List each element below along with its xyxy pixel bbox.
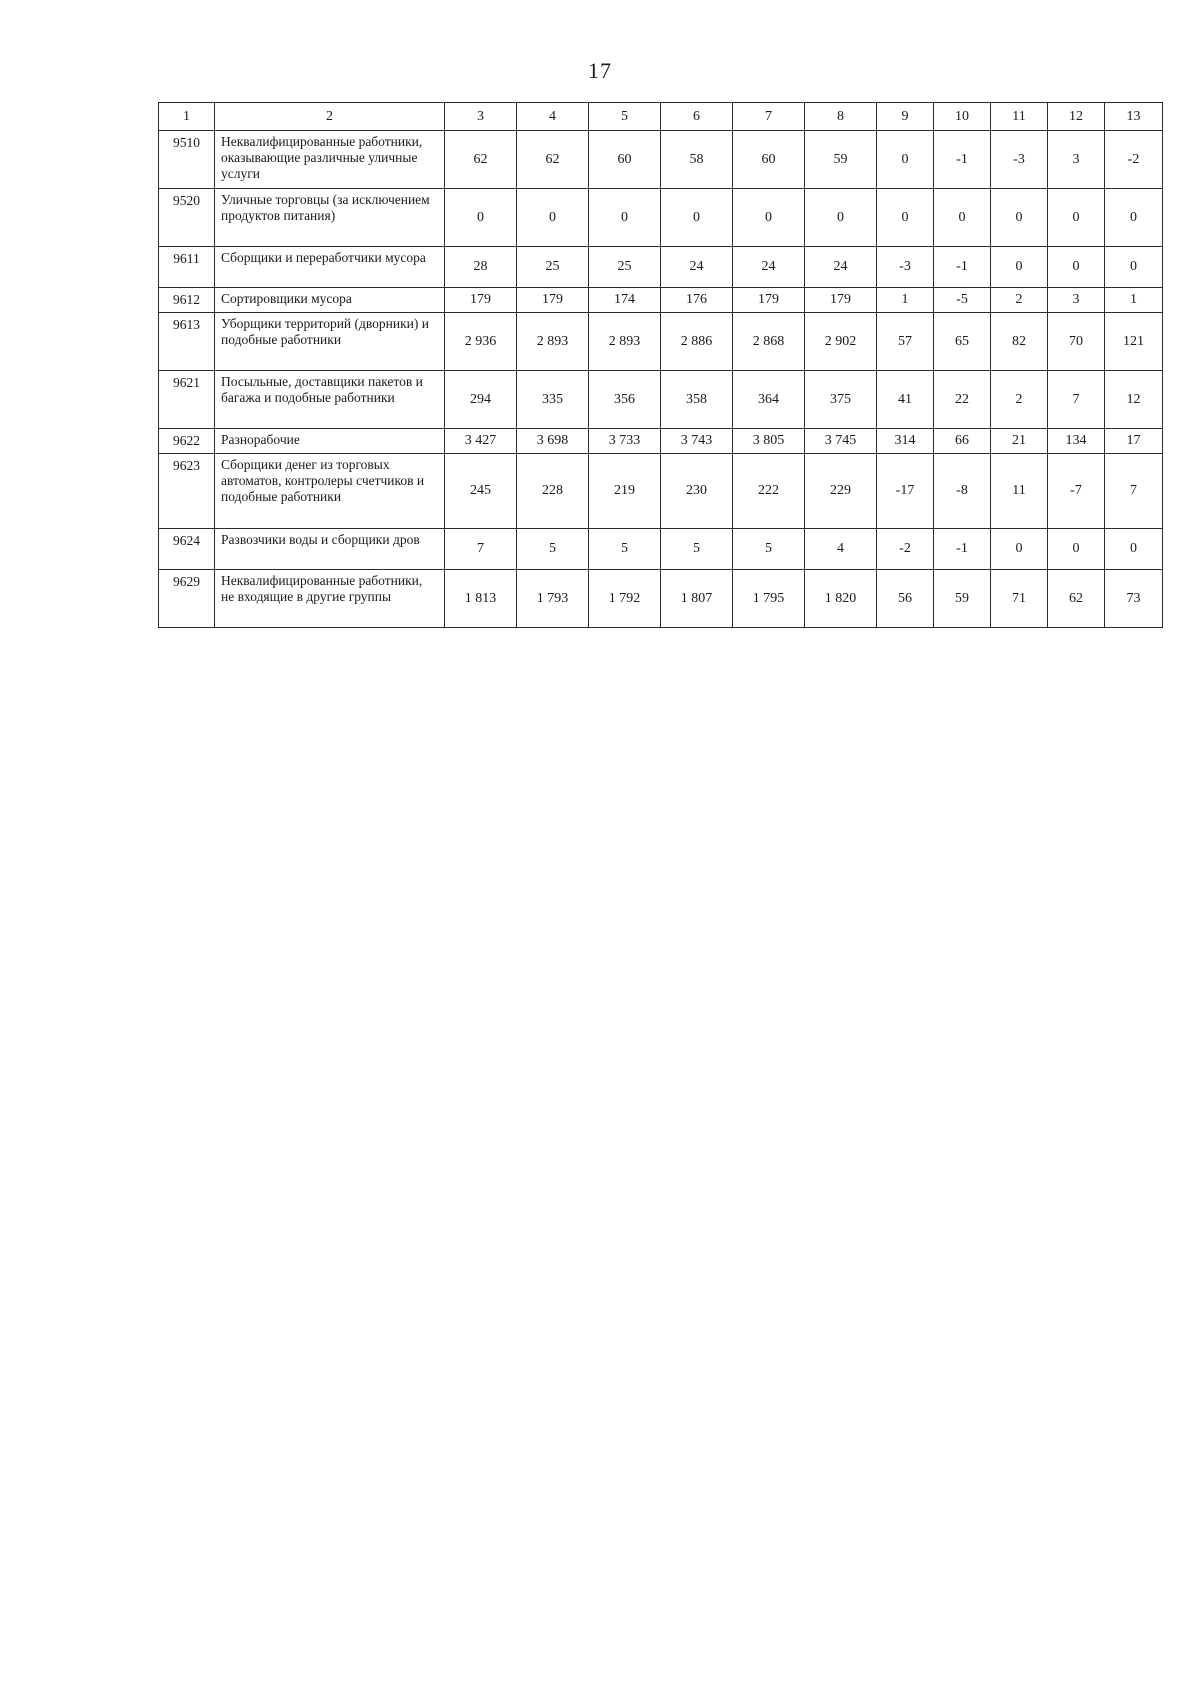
value-cell-col-13: 17 — [1105, 429, 1163, 454]
value-cell-col-4: 228 — [517, 454, 589, 529]
value-cell-col-7: 0 — [733, 189, 805, 247]
value-cell-col-11: 0 — [991, 247, 1048, 288]
value-cell-col-11: 2 — [991, 371, 1048, 429]
value-cell-col-7: 3 805 — [733, 429, 805, 454]
column-header-5: 5 — [589, 103, 661, 131]
value-cell-col-3: 0 — [445, 189, 517, 247]
table-row — [159, 570, 1163, 628]
value-cell-col-7: 364 — [733, 371, 805, 429]
occupation-name-cell: Уборщики территорий (дворники) и подобные работники — [215, 313, 445, 371]
value-cell-col-5: 25 — [589, 247, 661, 288]
occupation-table — [158, 102, 1163, 628]
value-cell-col-11: 11 — [991, 454, 1048, 529]
table-row — [159, 313, 1163, 371]
value-cell-col-5: 2 893 — [589, 313, 661, 371]
value-cell-col-10: 59 — [934, 570, 991, 628]
table-row — [159, 189, 1163, 247]
occupation-table-container — [158, 102, 1163, 628]
value-cell-col-12: 3 — [1048, 131, 1105, 189]
value-cell-col-11: 21 — [991, 429, 1048, 454]
value-cell-col-5: 5 — [589, 529, 661, 570]
value-cell-col-13: 0 — [1105, 529, 1163, 570]
value-cell-col-4: 5 — [517, 529, 589, 570]
column-header-4: 4 — [517, 103, 589, 131]
value-cell-col-3: 294 — [445, 371, 517, 429]
value-cell-col-7: 222 — [733, 454, 805, 529]
value-cell-col-8: 0 — [805, 189, 877, 247]
value-cell-col-13: 1 — [1105, 288, 1163, 313]
column-header-2: 2 — [215, 103, 445, 131]
value-cell-col-9: 1 — [877, 288, 934, 313]
value-cell-col-3: 3 427 — [445, 429, 517, 454]
value-cell-col-6: 5 — [661, 529, 733, 570]
occupation-code-cell: 9510 — [159, 131, 215, 189]
value-cell-col-6: 24 — [661, 247, 733, 288]
table-header — [159, 103, 1163, 131]
value-cell-col-12: 3 — [1048, 288, 1105, 313]
column-header-8: 8 — [805, 103, 877, 131]
occupation-name-cell: Разнорабочие — [215, 429, 445, 454]
value-cell-col-6: 358 — [661, 371, 733, 429]
value-cell-col-8: 229 — [805, 454, 877, 529]
occupation-name-cell: Развозчики воды и сборщики дров — [215, 529, 445, 570]
value-cell-col-5: 0 — [589, 189, 661, 247]
value-cell-col-5: 356 — [589, 371, 661, 429]
value-cell-col-5: 174 — [589, 288, 661, 313]
value-cell-col-13: -2 — [1105, 131, 1163, 189]
value-cell-col-5: 1 792 — [589, 570, 661, 628]
value-cell-col-13: 0 — [1105, 189, 1163, 247]
value-cell-col-11: 71 — [991, 570, 1048, 628]
value-cell-col-7: 179 — [733, 288, 805, 313]
value-cell-col-12: 0 — [1048, 247, 1105, 288]
column-header-13: 13 — [1105, 103, 1163, 131]
value-cell-col-11: -3 — [991, 131, 1048, 189]
column-header-9: 9 — [877, 103, 934, 131]
value-cell-col-10: -8 — [934, 454, 991, 529]
value-cell-col-10: -1 — [934, 529, 991, 570]
value-cell-col-12: 70 — [1048, 313, 1105, 371]
value-cell-col-4: 25 — [517, 247, 589, 288]
occupation-code-cell: 9621 — [159, 371, 215, 429]
value-cell-col-8: 59 — [805, 131, 877, 189]
value-cell-col-3: 7 — [445, 529, 517, 570]
occupation-name-cell: Сортировщики мусора — [215, 288, 445, 313]
column-header-12: 12 — [1048, 103, 1105, 131]
value-cell-col-9: -3 — [877, 247, 934, 288]
value-cell-col-7: 60 — [733, 131, 805, 189]
table-row — [159, 529, 1163, 570]
value-cell-col-11: 0 — [991, 529, 1048, 570]
value-cell-col-12: 62 — [1048, 570, 1105, 628]
value-cell-col-12: 0 — [1048, 189, 1105, 247]
value-cell-col-3: 1 813 — [445, 570, 517, 628]
occupation-code-cell: 9629 — [159, 570, 215, 628]
value-cell-col-10: -1 — [934, 131, 991, 189]
value-cell-col-4: 335 — [517, 371, 589, 429]
occupation-name-cell: Сборщики и переработчики мусора — [215, 247, 445, 288]
header-row — [159, 103, 1163, 131]
value-cell-col-7: 2 868 — [733, 313, 805, 371]
value-cell-col-8: 3 745 — [805, 429, 877, 454]
value-cell-col-6: 58 — [661, 131, 733, 189]
value-cell-col-8: 1 820 — [805, 570, 877, 628]
table-row — [159, 247, 1163, 288]
value-cell-col-12: 0 — [1048, 529, 1105, 570]
value-cell-col-4: 0 — [517, 189, 589, 247]
value-cell-col-6: 0 — [661, 189, 733, 247]
value-cell-col-3: 2 936 — [445, 313, 517, 371]
value-cell-col-9: 56 — [877, 570, 934, 628]
value-cell-col-5: 219 — [589, 454, 661, 529]
column-header-11: 11 — [991, 103, 1048, 131]
occupation-name-cell: Сборщики денег из торговых автоматов, контролеры счетчиков и подобные работники — [215, 454, 445, 529]
value-cell-col-13: 12 — [1105, 371, 1163, 429]
value-cell-col-8: 179 — [805, 288, 877, 313]
table-row — [159, 288, 1163, 313]
occupation-code-cell: 9624 — [159, 529, 215, 570]
value-cell-col-7: 24 — [733, 247, 805, 288]
occupation-code-cell: 9622 — [159, 429, 215, 454]
value-cell-col-12: 134 — [1048, 429, 1105, 454]
value-cell-col-7: 1 795 — [733, 570, 805, 628]
value-cell-col-9: 57 — [877, 313, 934, 371]
table-row — [159, 131, 1163, 189]
table-row — [159, 454, 1163, 529]
value-cell-col-11: 0 — [991, 189, 1048, 247]
occupation-code-cell: 9520 — [159, 189, 215, 247]
occupation-name-cell: Неквалифицированные работники, не входящие в другие группы — [215, 570, 445, 628]
table-row — [159, 429, 1163, 454]
occupation-name-cell: Неквалифицированные работники, оказывающие различные уличные услуги — [215, 131, 445, 189]
value-cell-col-10: 65 — [934, 313, 991, 371]
value-cell-col-6: 176 — [661, 288, 733, 313]
value-cell-col-9: -17 — [877, 454, 934, 529]
value-cell-col-5: 60 — [589, 131, 661, 189]
value-cell-col-10: 66 — [934, 429, 991, 454]
value-cell-col-10: -5 — [934, 288, 991, 313]
value-cell-col-11: 82 — [991, 313, 1048, 371]
column-header-6: 6 — [661, 103, 733, 131]
table-body — [159, 131, 1163, 628]
value-cell-col-9: -2 — [877, 529, 934, 570]
occupation-code-cell: 9613 — [159, 313, 215, 371]
value-cell-col-9: 41 — [877, 371, 934, 429]
occupation-code-cell: 9611 — [159, 247, 215, 288]
value-cell-col-12: 7 — [1048, 371, 1105, 429]
column-header-1: 1 — [159, 103, 215, 131]
value-cell-col-3: 245 — [445, 454, 517, 529]
column-header-3: 3 — [445, 103, 517, 131]
value-cell-col-13: 0 — [1105, 247, 1163, 288]
value-cell-col-4: 179 — [517, 288, 589, 313]
page-number: 17 — [588, 58, 612, 83]
value-cell-col-9: 0 — [877, 131, 934, 189]
value-cell-col-6: 230 — [661, 454, 733, 529]
occupation-code-cell: 9623 — [159, 454, 215, 529]
value-cell-col-12: -7 — [1048, 454, 1105, 529]
value-cell-col-10: 22 — [934, 371, 991, 429]
value-cell-col-8: 24 — [805, 247, 877, 288]
value-cell-col-8: 375 — [805, 371, 877, 429]
value-cell-col-6: 2 886 — [661, 313, 733, 371]
value-cell-col-6: 1 807 — [661, 570, 733, 628]
value-cell-col-3: 179 — [445, 288, 517, 313]
value-cell-col-10: 0 — [934, 189, 991, 247]
value-cell-col-7: 5 — [733, 529, 805, 570]
value-cell-col-9: 314 — [877, 429, 934, 454]
value-cell-col-4: 1 793 — [517, 570, 589, 628]
value-cell-col-10: -1 — [934, 247, 991, 288]
value-cell-col-4: 62 — [517, 131, 589, 189]
value-cell-col-8: 4 — [805, 529, 877, 570]
value-cell-col-3: 62 — [445, 131, 517, 189]
occupation-name-cell: Уличные торговцы (за исключением продуктов питания) — [215, 189, 445, 247]
value-cell-col-4: 2 893 — [517, 313, 589, 371]
value-cell-col-9: 0 — [877, 189, 934, 247]
value-cell-col-3: 28 — [445, 247, 517, 288]
column-header-7: 7 — [733, 103, 805, 131]
value-cell-col-13: 7 — [1105, 454, 1163, 529]
value-cell-col-11: 2 — [991, 288, 1048, 313]
value-cell-col-4: 3 698 — [517, 429, 589, 454]
occupation-code-cell: 9612 — [159, 288, 215, 313]
value-cell-col-13: 73 — [1105, 570, 1163, 628]
value-cell-col-6: 3 743 — [661, 429, 733, 454]
table-row — [159, 371, 1163, 429]
value-cell-col-8: 2 902 — [805, 313, 877, 371]
occupation-name-cell: Посыльные, доставщики пакетов и багажа и подобные работники — [215, 371, 445, 429]
value-cell-col-13: 121 — [1105, 313, 1163, 371]
column-header-10: 10 — [934, 103, 991, 131]
value-cell-col-5: 3 733 — [589, 429, 661, 454]
